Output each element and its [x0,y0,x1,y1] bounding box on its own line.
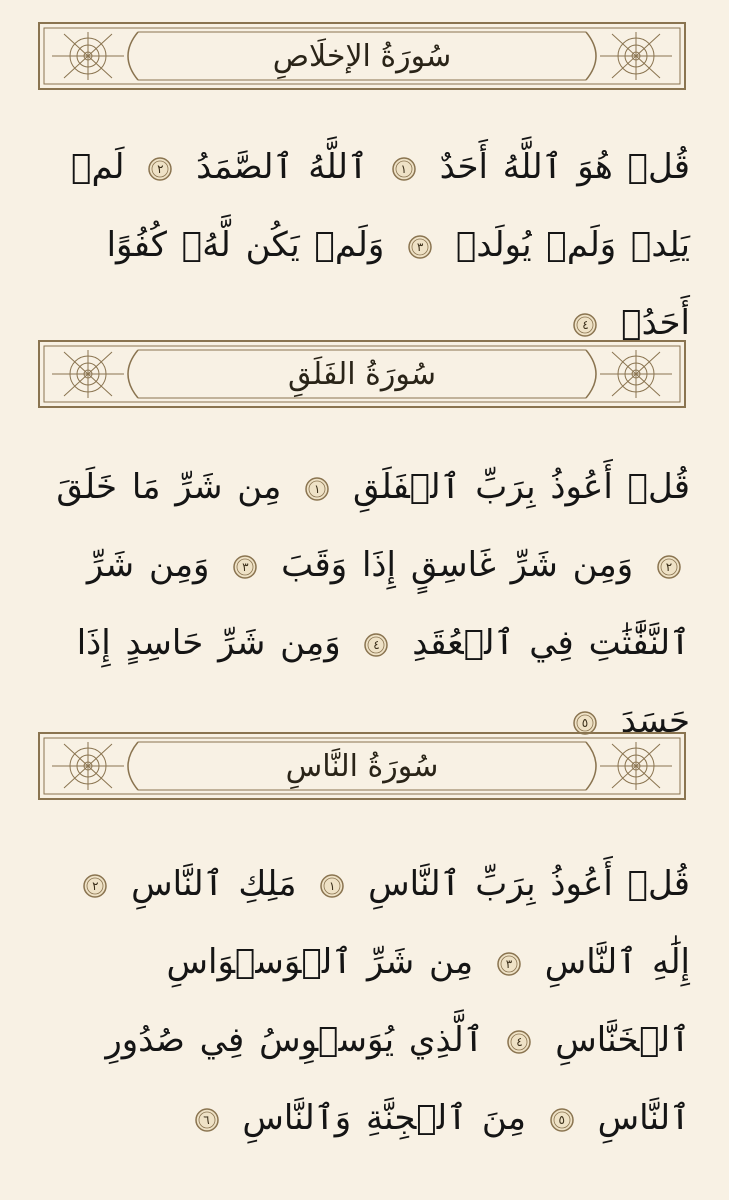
ayah-text: قُلۡ هُوَ ٱللَّهُ أَحَدٌ [439,147,690,187]
surah-title: سُورَةُ النَّاسِ [285,748,439,784]
ayah-number: ٢ [665,559,673,574]
ayah-number: ١ [400,161,407,176]
surah-title: سُورَةُ الإخلَاصِ [272,38,452,74]
ayah-text: وَمِن شَرِّ حَاسِدٍ إِذَا حَسَدَ [76,623,690,741]
surah-verses [40,448,690,760]
ayah-end-marker-icon [549,1107,575,1133]
ayah-text: مِنَ ٱلۡجِنَّةِ وَٱلنَّاسِ [242,1098,526,1138]
ayah-text: ٱلَّذِي يُوَسۡوِسُ فِي صُدُورِ ٱلنَّاسِ [105,1020,690,1138]
surah-header-frame [38,732,686,800]
ayah-number: ٥ [558,1112,565,1127]
ayah-number: ٣ [416,239,424,254]
ayah-text: ٱللَّهُ ٱلصَّمَدُ [196,147,368,187]
ayah-text: مَلِكِ ٱلنَّاسِ [131,864,297,904]
ayah-text: قُلۡ أَعُوذُ بِرَبِّ ٱلنَّاسِ [368,864,690,904]
ayah-end-marker-icon [194,1107,220,1133]
ayah-number: ١ [329,878,336,893]
ayah-end-marker-icon [572,312,598,338]
ayah-text: إِلَٰهِ ٱلنَّاسِ [544,942,690,982]
ayah-number: ٦ [203,1112,210,1127]
ayah-number: ٤ [516,1034,523,1049]
ayah-text: وَمِن شَرِّ ٱلنَّفَّٰثَٰتِ فِي ٱلۡعُقَدِ [86,545,690,663]
ayah-number: ٣ [242,559,249,574]
ayah-end-marker-icon [407,234,433,260]
ayah-end-marker-icon [363,632,389,658]
surah-header-frame [38,22,686,90]
ayah-end-marker-icon [319,873,345,899]
ayah-number: ٣ [505,956,513,971]
ayah-number: ٢ [157,161,164,176]
ayah-text: وَمِن شَرِّ غَاسِقٍ إِذَا وَقَبَ [281,545,634,585]
ayah-number: ١ [313,481,321,496]
ayah-number: ٤ [373,637,380,652]
ayah-end-marker-icon [147,156,173,182]
surah-verses [40,845,690,1157]
ayah-end-marker-icon [391,156,417,182]
ayah-end-marker-icon [506,1029,532,1055]
surah-verses [40,128,690,362]
ayah-text: مِن شَرِّ مَا خَلَقَ [56,467,282,507]
ayah-number: ٤ [582,317,589,332]
ayah-end-marker-icon [304,476,330,502]
ayah-text: لَمۡ يَلِدۡ وَلَمۡ يُولَدۡ [71,147,690,265]
ayah-number: ٥ [581,715,589,730]
ayah-text: وَلَمۡ يَكُن لَّهُۥ كُفُوًا أَحَدُۢ [106,225,690,343]
ayah-end-marker-icon [656,554,682,580]
ayah-text: قُلۡ أَعُوذُ بِرَبِّ ٱلۡفَلَقِ [353,467,690,507]
ayah-end-marker-icon [82,873,108,899]
surah-header-frame [38,340,686,408]
ayah-number: ٢ [92,878,99,893]
ayah-end-marker-icon [496,951,522,977]
ayah-end-marker-icon [232,554,258,580]
ayah-text: مِن شَرِّ ٱلۡوَسۡوَاسِ ٱلۡخَنَّاسِ [166,942,690,1060]
surah-title: سُورَةُ الفَلَقِ [288,356,436,392]
